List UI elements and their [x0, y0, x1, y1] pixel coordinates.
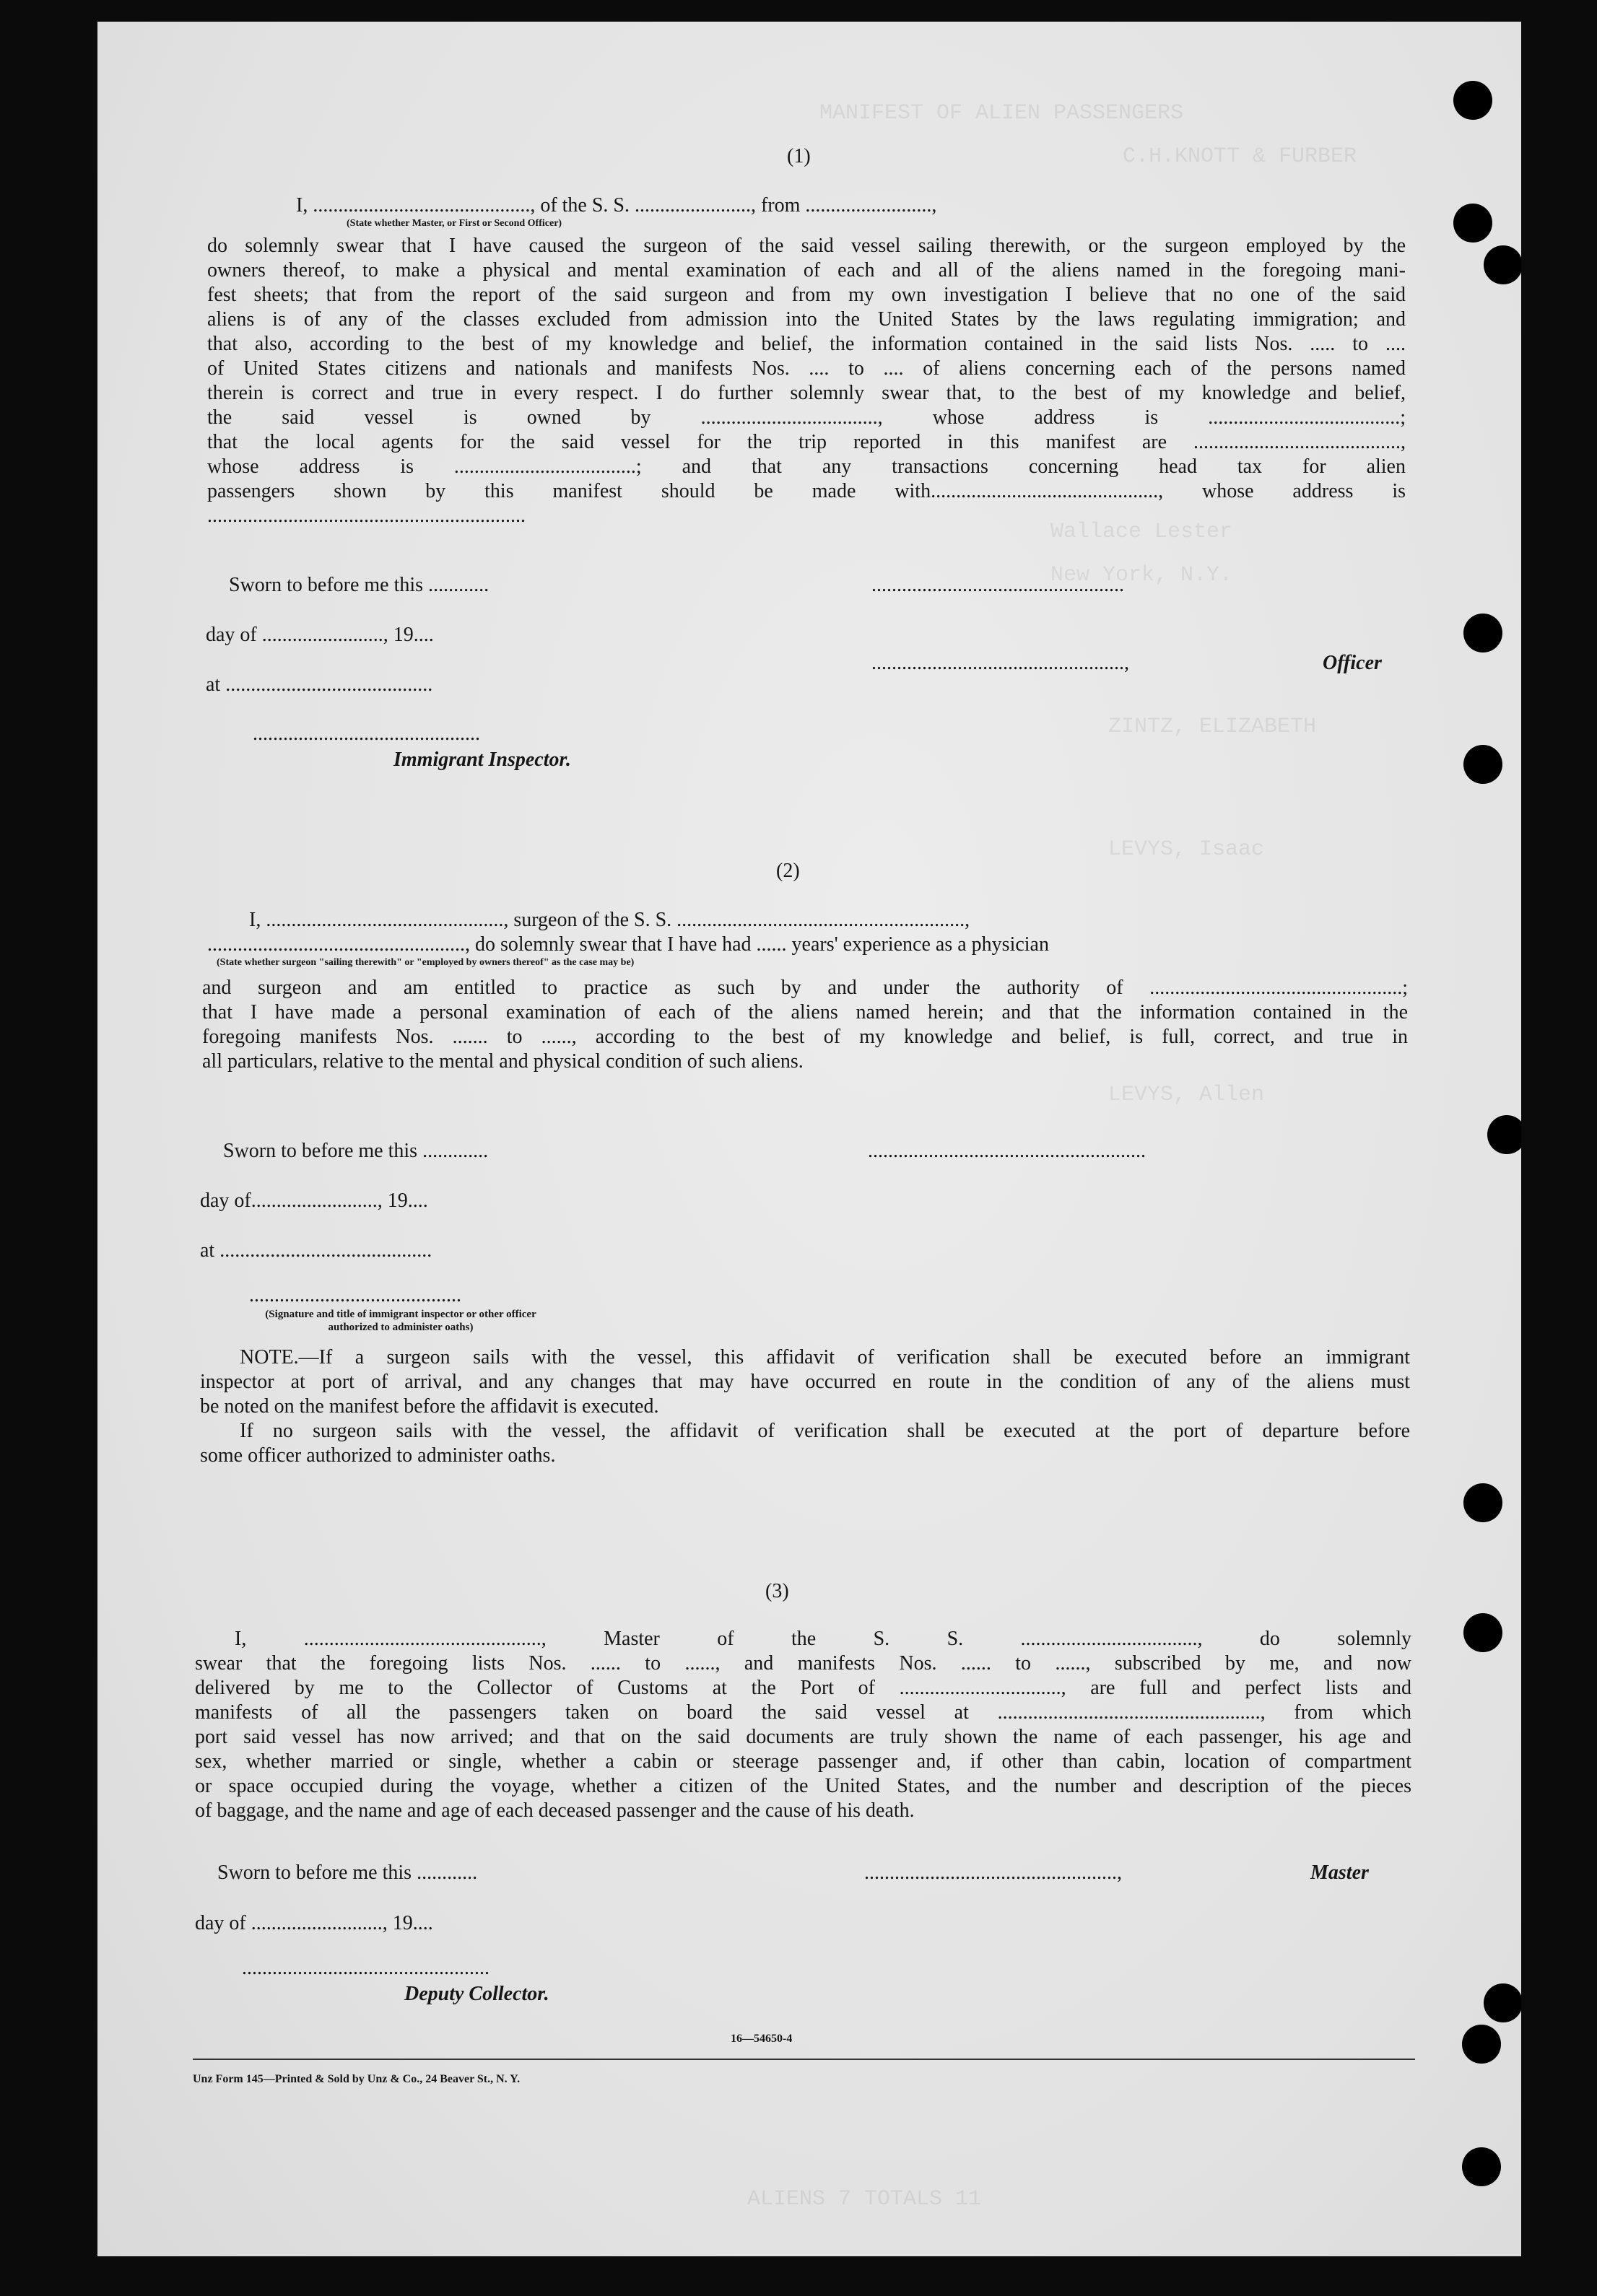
- punch-hole: [1453, 204, 1492, 243]
- section-3-oath-paragraph: [195, 1627, 1411, 1823]
- punch-hole: [1484, 245, 1521, 284]
- paragraph-line: I, ..............................................., Master of the S. S. ..................................., do solemnly: [235, 1628, 1411, 1650]
- form-number: 16—54650-4: [731, 2033, 793, 2045]
- punch-hole: [1463, 745, 1502, 784]
- section-2-inspector-signature-line: ..........................................: [249, 1284, 461, 1306]
- section-1-sworn-line: Sworn to before me this ............: [229, 574, 489, 596]
- section-1-opening-line: I, ..........................................., of the S. S. ......................., from .........................,: [296, 194, 937, 217]
- bleed-through-text: C.H.KNOTT & FURBER: [1123, 144, 1357, 169]
- bleed-through-text: LEVYS, Allen: [1108, 1083, 1265, 1107]
- section-2-sworn-line: Sworn to before me this .............: [223, 1140, 489, 1162]
- note-line: some officer authorized to administer oaths.: [200, 1444, 556, 1467]
- section-1-officer-label: Officer: [1323, 652, 1382, 674]
- section-3-day-line: day of .........................., 19....: [195, 1912, 433, 1934]
- paragraph-line: ...............................................................: [207, 505, 526, 527]
- paragraph-line: aliens is of any of the classes excluded from admission into the United States by the laws regulating immigration; and: [207, 308, 1406, 331]
- paragraph-line: manifests of all the passengers taken on board the said vessel at ...................................................., from which: [195, 1701, 1411, 1724]
- printer-footer: Unz Form 145—Printed & Sold by Unz & Co., 24 Beaver St., N. Y.: [193, 2073, 521, 2085]
- section-2-day-line: day of........................., 19....: [200, 1190, 428, 1212]
- section-1-oath-paragraph: [207, 234, 1406, 528]
- punch-hole: [1463, 1613, 1502, 1652]
- note-line: NOTE.—If a surgeon sails with the vessel, this affidavit of verification shall be executed before an immigrant: [240, 1346, 1410, 1369]
- punch-hole: [1462, 2147, 1501, 2186]
- paragraph-line: and surgeon and am entitled to practice as such by and under the authority of ..................................................;: [202, 977, 1408, 999]
- note-line: If no surgeon sails with the vessel, the affidavit of verification shall be executed at the port of departure before: [240, 1420, 1410, 1442]
- section-2-note: [200, 1345, 1410, 1468]
- punch-hole: [1463, 1483, 1502, 1522]
- section-2-signature-note: (Signature and title of immigrant inspector or other officer authorized to administer oaths): [265, 1309, 536, 1333]
- section-2-line-2: ..................................................., do solemnly swear that I have had ...... years' experience as a physician: [207, 933, 1049, 956]
- paragraph-line: sex, whether married or single, whether a cabin or steerage passenger and, if other than cabin, location of compartment: [195, 1750, 1411, 1773]
- section-1-day-line: day of ........................, 19....: [206, 624, 434, 646]
- paragraph-line: swear that the foregoing lists Nos. ...... to ......, and manifests Nos. ...... to ......, subscribed by me, and now: [195, 1652, 1411, 1675]
- section-3-number: (3): [765, 1580, 789, 1602]
- paragraph-line: all particulars, relative to the mental and physical condition of such aliens.: [202, 1050, 804, 1073]
- paragraph-line: owners thereof, to make a physical and mental examination of each and all of the aliens named in the foregoing mani-: [207, 259, 1406, 281]
- paragraph-line: whose address is ....................................; and that any transactions concerning head tax for alien: [207, 455, 1406, 478]
- paragraph-line: of United States citizens and nationals and manifests Nos. .... to .... of aliens concerning each of the persons named: [207, 357, 1406, 380]
- punch-hole: [1462, 2025, 1501, 2064]
- section-1-opening-note: (State whether Master, or First or Second Officer): [347, 218, 562, 229]
- bleed-through-text: MANIFEST OF ALIEN PASSENGERS: [819, 101, 1184, 126]
- section-3-sworn-line: Sworn to before me this ............: [217, 1861, 478, 1884]
- bleed-through-text: New York, N.Y.: [1050, 563, 1233, 588]
- section-1-inspector-label: Immigrant Inspector.: [393, 748, 571, 771]
- paragraph-line: port said vessel has now arrived; and that on the said documents are truly shown the name of each passenger, his age and: [195, 1726, 1411, 1748]
- punch-hole: [1453, 81, 1492, 120]
- section-1-signature-line: ..................................................: [871, 574, 1124, 596]
- section-2-line-1: I, ..............................................., surgeon of the S. S. .........................................................,: [249, 909, 970, 931]
- section-2-signature-line: .......................................................: [868, 1140, 1146, 1162]
- section-3-collector-label: Deputy Collector.: [404, 1983, 549, 2005]
- bleed-through-text: Wallace Lester: [1050, 520, 1233, 544]
- section-2-line-2-note: (State whether surgeon "sailing therewith" or "employed by owners thereof" as the case may be): [217, 957, 635, 968]
- section-2-number: (2): [776, 860, 800, 882]
- bleed-through-text: LEVYS, Isaac: [1108, 837, 1265, 862]
- section-1-inspector-signature-line: .............................................: [253, 723, 480, 745]
- section-3-master-label: Master: [1310, 1861, 1369, 1884]
- paragraph-line: foregoing manifests Nos. ....... to ......, according to the best of my knowledge and belief, is full, correct, and true in: [202, 1026, 1408, 1048]
- section-1-officer-line: ..................................................,: [871, 652, 1129, 674]
- section-2-oath-paragraph: [202, 976, 1408, 1074]
- paragraph-line: of baggage, and the name and age of each deceased passenger and the cause of his death.: [195, 1799, 915, 1822]
- section-1-at-line: at .........................................: [206, 673, 433, 696]
- punch-hole: [1484, 1983, 1521, 2022]
- paragraph-line: that I have made a personal examination of each of the aliens named herein; and that the information contained in the: [202, 1001, 1408, 1023]
- bleed-through-text: ALIENS 7 TOTALS 11: [747, 2187, 982, 2212]
- note-line: be noted on the manifest before the affidavit is executed.: [200, 1395, 659, 1418]
- punch-hole: [1487, 1115, 1521, 1154]
- note-line: inspector at port of arrival, and any changes that may have occurred en route in the condition of any of the aliens must: [200, 1371, 1410, 1393]
- document-page: [97, 22, 1521, 2256]
- paragraph-line: that also, according to the best of my knowledge and belief, the information contained in the said lists Nos. ..... to ....: [207, 333, 1406, 355]
- paragraph-line: do solemnly swear that I have caused the surgeon of the said vessel sailing therewith, or the surgeon employed by the: [207, 235, 1406, 257]
- paragraph-line: delivered by me to the Collector of Customs at the Port of ................................, are full and perfect lists and: [195, 1677, 1411, 1699]
- section-3-collector-signature-line: .................................................: [242, 1957, 489, 1979]
- paragraph-line: therein is correct and true in every respect. I do further solemnly swear that, to the best of my knowledge and belief,: [207, 382, 1406, 404]
- paragraph-line: or space occupied during the voyage, whether a citizen of the United States, and the number and description of the pieces: [195, 1775, 1411, 1797]
- paragraph-line: the said vessel is owned by ..................................., whose address is ......................................;: [207, 406, 1406, 429]
- section-1-number: (1): [787, 145, 811, 167]
- bleed-through-text: ZINTZ, ELIZABETH: [1108, 715, 1317, 739]
- footer-divider: [193, 2059, 1415, 2060]
- paragraph-line: that the local agents for the said vessel for the trip reported in this manifest are .........................................,: [207, 431, 1406, 453]
- punch-hole: [1463, 614, 1502, 652]
- section-2-at-line: at ..........................................: [200, 1239, 432, 1262]
- section-3-master-line: ..................................................,: [864, 1861, 1122, 1884]
- paragraph-line: fest sheets; that from the report of the said surgeon and from my own investigation I believe that no one of the said: [207, 284, 1406, 306]
- paragraph-line: passengers shown by this manifest should be made with............................................., whose address is: [207, 480, 1406, 502]
